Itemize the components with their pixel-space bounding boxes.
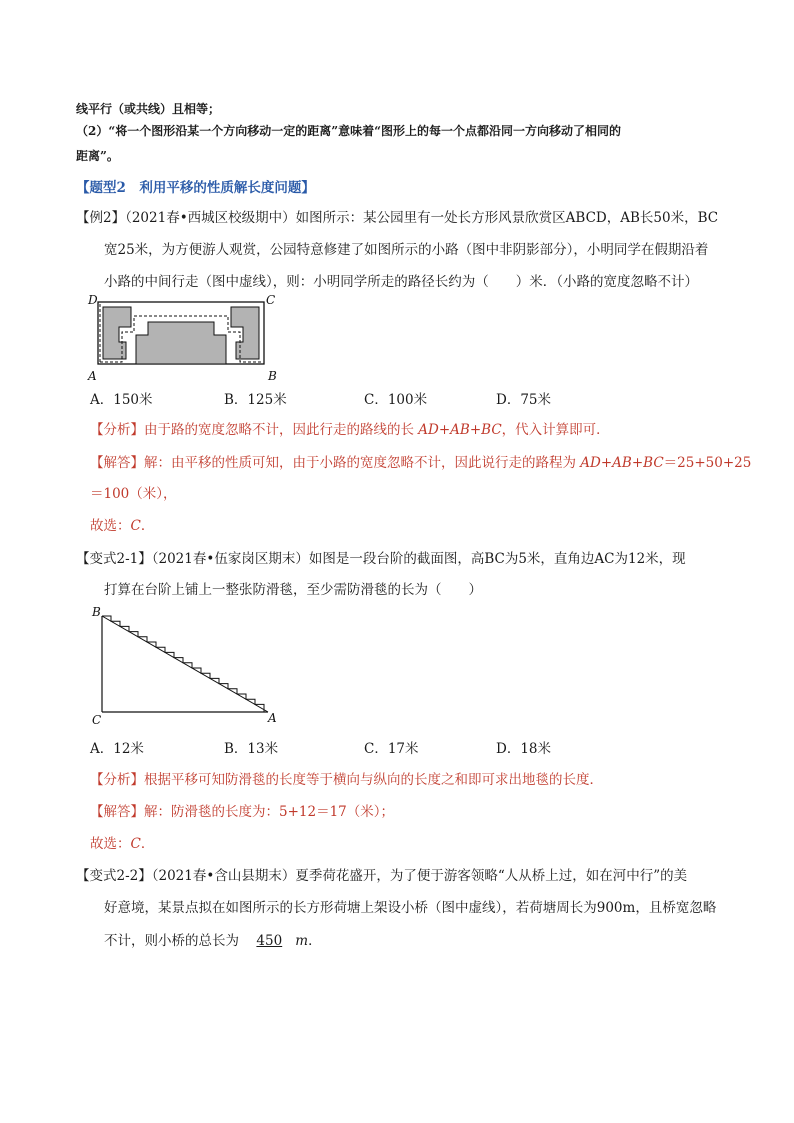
intro-line-1: 线平行（或共线）且相等； bbox=[76, 102, 221, 116]
ex2-line-2: 宽25米，为方便游人观赏，公园特意修建了如图所示的小路（图中非阴影部分），小明同学在假期沿着 bbox=[104, 242, 709, 258]
ex2-option-c: C．100米 bbox=[364, 392, 428, 408]
stair-label-B: B bbox=[92, 605, 101, 619]
var22-tag: 【变式2-2】 bbox=[76, 868, 152, 884]
shade-center bbox=[136, 322, 226, 364]
intro-line-3: 距离”。 bbox=[76, 149, 119, 163]
label-D: D bbox=[88, 293, 98, 307]
ex2-analysis bbox=[90, 418, 610, 438]
ex2-answer-pre: 解：由平移的性质可知，由于小路的宽度忽略不计，因此说行走的路程为 bbox=[144, 455, 581, 471]
var21-text-1: （2021春•伍家岗区期末）如图是一段台阶的截面图，高BC为5米，直角边AC为12米，现 bbox=[151, 551, 686, 567]
ex2-option-d: D．75米 bbox=[496, 392, 552, 408]
ex2-answer-expr: AD+AB+BC bbox=[580, 455, 664, 471]
ex2-option-a: A．150米 bbox=[90, 392, 153, 408]
ex2-analysis-expr: AD+AB+BC bbox=[418, 422, 502, 438]
var21-option-c: C．17米 bbox=[364, 741, 419, 757]
ex2-answer-line-2: ＝100（米）， bbox=[90, 486, 177, 502]
var22-line3-pre: 不计，则小桥的总长为 bbox=[104, 933, 239, 949]
park-figure bbox=[86, 290, 286, 388]
ex2-choice-pre: 故选： bbox=[90, 518, 131, 534]
var22-unit: m bbox=[295, 933, 309, 949]
var21-option-b: B．13米 bbox=[224, 741, 279, 757]
var21-analysis-tag: 【分析】 bbox=[90, 772, 144, 788]
var21-tag: 【变式2-1】 bbox=[76, 551, 152, 567]
var22-text-1: （2021春•含山县期末）夏季荷花盛开，为了便于游客领略“人从桥上过，如在河中行”的美 bbox=[151, 868, 688, 884]
ex2-choice-letter: C bbox=[130, 518, 141, 534]
var22-line-1 bbox=[76, 864, 687, 884]
label-B: B bbox=[268, 369, 277, 383]
ex2-answer bbox=[90, 451, 751, 471]
var21-answer bbox=[90, 800, 394, 820]
var21-analysis bbox=[90, 768, 603, 788]
ex2-analysis-pre: 由于路的宽度忽略不计，因此行走的路线的长 bbox=[144, 422, 419, 438]
ex2-analysis-post: ，代入计算即可． bbox=[501, 422, 610, 438]
var21-answer-text: 解：防滑毯的长度为：5+12＝17（米）； bbox=[144, 804, 395, 820]
var22-line3-post: ． bbox=[308, 933, 322, 949]
ex2-choice-post: ． bbox=[140, 518, 155, 534]
stair-label-A: A bbox=[268, 711, 277, 725]
var21-choice-letter: C bbox=[130, 836, 141, 852]
ex2-answer-post: ＝25+50+25 bbox=[663, 455, 752, 471]
stair-label-C: C bbox=[92, 713, 102, 726]
var21-choice-post: ． bbox=[140, 836, 155, 852]
ex2-text-1: （2021春•西城区校级期中）如图所示：某公园里有一处长方形风景欣赏区ABCD，AB长50米，BC bbox=[125, 210, 719, 226]
var21-line-1 bbox=[76, 547, 686, 567]
staircase-figure bbox=[88, 604, 288, 726]
section-title: 【题型2 利用平移的性质解长度问题】 bbox=[76, 180, 315, 196]
ex2-answer-tag: 【解答】 bbox=[90, 455, 144, 471]
var22-line-2: 好意境，某景点拟在如图所示的长方形荷塘上架设小桥（图中虚线），若荷塘周长为900m，且桥宽忽略 bbox=[104, 900, 717, 916]
edge-hypotenuse bbox=[102, 616, 268, 712]
ex2-line-1 bbox=[76, 206, 718, 226]
intro-line-2: （2）“将一个图形沿某一个方向移动一定的距离”意味着“图形上的每一个点都沿同一方向移动了相同的 bbox=[76, 124, 622, 138]
var21-line-2: 打算在台阶上铺上一整张防滑毯，至少需防滑毯的长为（ ） bbox=[104, 582, 482, 598]
var21-option-a: A．12米 bbox=[90, 741, 144, 757]
var21-answer-tag: 【解答】 bbox=[90, 804, 144, 820]
var22-line-3 bbox=[104, 929, 322, 949]
var21-analysis-text: 根据平移可知防滑毯的长度等于横向与纵向的长度之和即可求出地毯的长度． bbox=[144, 772, 603, 788]
ex2-tag: 【例2】 bbox=[76, 210, 126, 226]
ex2-line-3: 小路的中间行走（图中虚线），则：小明同学所走的路径长约为（ ）米．（小路的宽度忽略不计） bbox=[104, 274, 698, 290]
label-A: A bbox=[88, 369, 97, 383]
var21-choice-pre: 故选： bbox=[90, 836, 131, 852]
ex2-option-b: B．125米 bbox=[224, 392, 287, 408]
ex2-choice bbox=[90, 514, 154, 534]
label-C: C bbox=[266, 293, 276, 307]
answer-blank: 450 bbox=[256, 933, 283, 949]
ex2-analysis-tag: 【分析】 bbox=[90, 422, 144, 438]
var21-choice bbox=[90, 832, 154, 852]
var21-option-d: D．18米 bbox=[496, 741, 552, 757]
